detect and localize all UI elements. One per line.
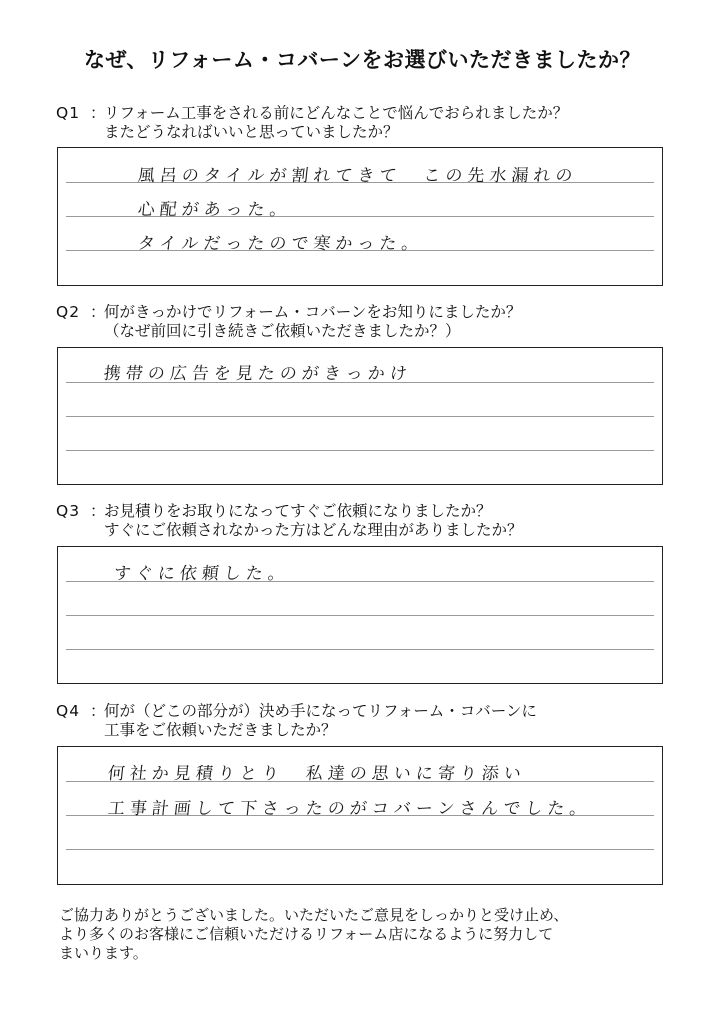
answer-rule [66, 649, 654, 650]
question-3 [56, 502, 676, 540]
answer-rule [66, 416, 654, 417]
closing-message-line: ご協力ありがとうございました。いただいたご意見をしっかりと受け止め、 [59, 906, 569, 924]
handwritten-answer-line: 工事計画して下さったのがコバーンさんでした。 [106, 799, 593, 819]
closing-message-line: まいります。 [59, 944, 148, 962]
question-text-line1: 何が（どこの部分が）決め手になってリフォーム・コバーンに [104, 702, 537, 720]
question-number: Q4 [56, 702, 81, 720]
question-text-line2: 工事をご依頼いただきましたか？ [104, 721, 337, 739]
question-colon: ： [90, 303, 106, 321]
question-text-line2: すぐにご依頼されなかった方はどんな理由がありましたか？ [104, 521, 523, 539]
question-colon: ： [90, 104, 106, 122]
question-colon: ： [90, 702, 106, 720]
question-number: Q1 [56, 104, 81, 122]
closing-message [59, 906, 679, 963]
question-colon: ： [90, 502, 106, 520]
answer-box-2 [57, 347, 663, 485]
answer-box-3 [57, 546, 663, 684]
page-title: なぜ、リフォーム・コバーンをお選びいただきましたか？ [84, 48, 641, 72]
question-text-line2: またどうなればいいと思っていましたか？ [104, 123, 399, 141]
question-text-line1: 何がきっかけでリフォーム・コバーンをお知りにましたか？ [104, 303, 522, 321]
handwritten-answer-line: 心配があった。 [136, 200, 293, 220]
answer-box-4 [57, 746, 663, 885]
handwritten-answer-line: すぐに依頼した。 [112, 564, 291, 584]
answer-rule [66, 849, 654, 850]
question-text-line2: （なぜ前回に引き続きご依頼いただきましたか？） [104, 322, 461, 340]
answer-rule [66, 615, 654, 616]
answer-box-1 [57, 147, 663, 286]
question-text-line1: お見積りをお取りになってすぐご依頼になりましたか？ [104, 502, 492, 520]
answer-rule [66, 450, 654, 451]
question-number: Q2 [56, 303, 81, 321]
handwritten-answer-line: 何社か見積りとり 私達の思いに寄り添い [106, 764, 527, 784]
handwritten-answer-line: 携帯の広告を見たのがきっかけ [102, 364, 413, 384]
question-4 [56, 702, 676, 740]
closing-message-line: より多くのお客様にご信頼いただけるリフォーム店になるように努力して [59, 925, 554, 943]
question-text-line1: リフォーム工事をされる前にどんなことで悩んでおられましたか？ [104, 104, 569, 122]
question-1 [56, 104, 676, 142]
handwritten-answer-line: タイルだったので寒かった。 [136, 234, 425, 254]
question-number: Q3 [56, 502, 81, 520]
question-2 [56, 303, 676, 341]
handwritten-answer-line: 風呂のタイルが割れてきて この先水漏れの [136, 166, 579, 186]
